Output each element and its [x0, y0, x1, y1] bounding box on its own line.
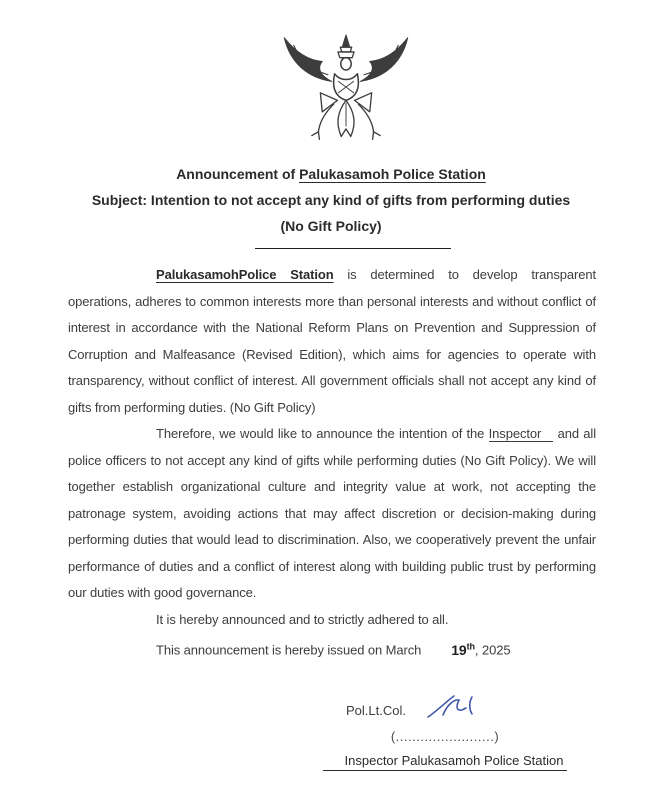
- signature-block: [312, 698, 578, 768]
- paragraph-second-before: Therefore, we would like to announce the intention of the: [156, 426, 489, 441]
- announcement-title: [0, 161, 662, 187]
- title-block: [0, 161, 662, 239]
- handwritten-signature-icon: [422, 690, 492, 724]
- signature-rank: Pol.Lt.Col.: [346, 703, 406, 719]
- announcement-title-prefix: Announcement of: [176, 166, 300, 182]
- paragraph-second-after: and all police officers to not accept any kind of gifts while performing duties (No Gift Policy). We will together establish organizational culture and integrity value at work, not accepting the patronage system, avoiding actions that may affect discretion or decision-making during performing duties that would lead to discrimination. Also, we cooperatively prevent the unfair performance of duties and a conflict of interest along with building public trust by performing our duties with good governance.: [68, 426, 596, 600]
- issue-date-prefix: This announcement is hereby issued on March: [156, 642, 422, 658]
- station-name-underlined: Palukasamoh Police Station: [299, 166, 486, 182]
- policy-line: (No Gift Policy): [280, 218, 382, 234]
- title-divider: [255, 248, 451, 249]
- closing-block: [68, 607, 596, 665]
- emblem-container: [0, 0, 662, 151]
- issue-date-line: [68, 633, 596, 664]
- issue-day: 19th: [451, 641, 475, 658]
- issue-day-ordinal-suffix: th: [466, 641, 475, 651]
- paragraph-first-text: is determined to develop transparent operations, adheres to common interests more than personal interests and without conflict of interest in accordance with the National Reform Plans on Prevention and Suppression of Corruption and Malfeasance (Revised Edition), which aims for agencies to operate with transparency, without conflict of interest. All government officials shall not accept any kind of gifts from performing duties. (No Gift Policy): [68, 267, 596, 415]
- signature-rank-row: [312, 698, 578, 724]
- signature-dotted-line: (........................): [390, 729, 500, 745]
- signature-title-line: Inspector Palukasamoh Police Station: [323, 753, 568, 771]
- document-body: [68, 262, 596, 607]
- adherence-line: It is hereby announced and to strictly adhered to all.: [156, 611, 449, 627]
- signature-title-row: [312, 753, 578, 768]
- paragraph-second: [68, 421, 596, 607]
- garuda-emblem-icon: [271, 32, 421, 146]
- subject-line: Subject: Intention to not accept any kind of gifts from performing duties: [91, 192, 571, 208]
- station-name-lead-underlined: PalukasamohPolice Station: [156, 267, 334, 282]
- issue-year: , 2025: [474, 642, 511, 658]
- paragraph-first: [68, 262, 596, 421]
- inspector-underlined: Inspector: [489, 426, 554, 442]
